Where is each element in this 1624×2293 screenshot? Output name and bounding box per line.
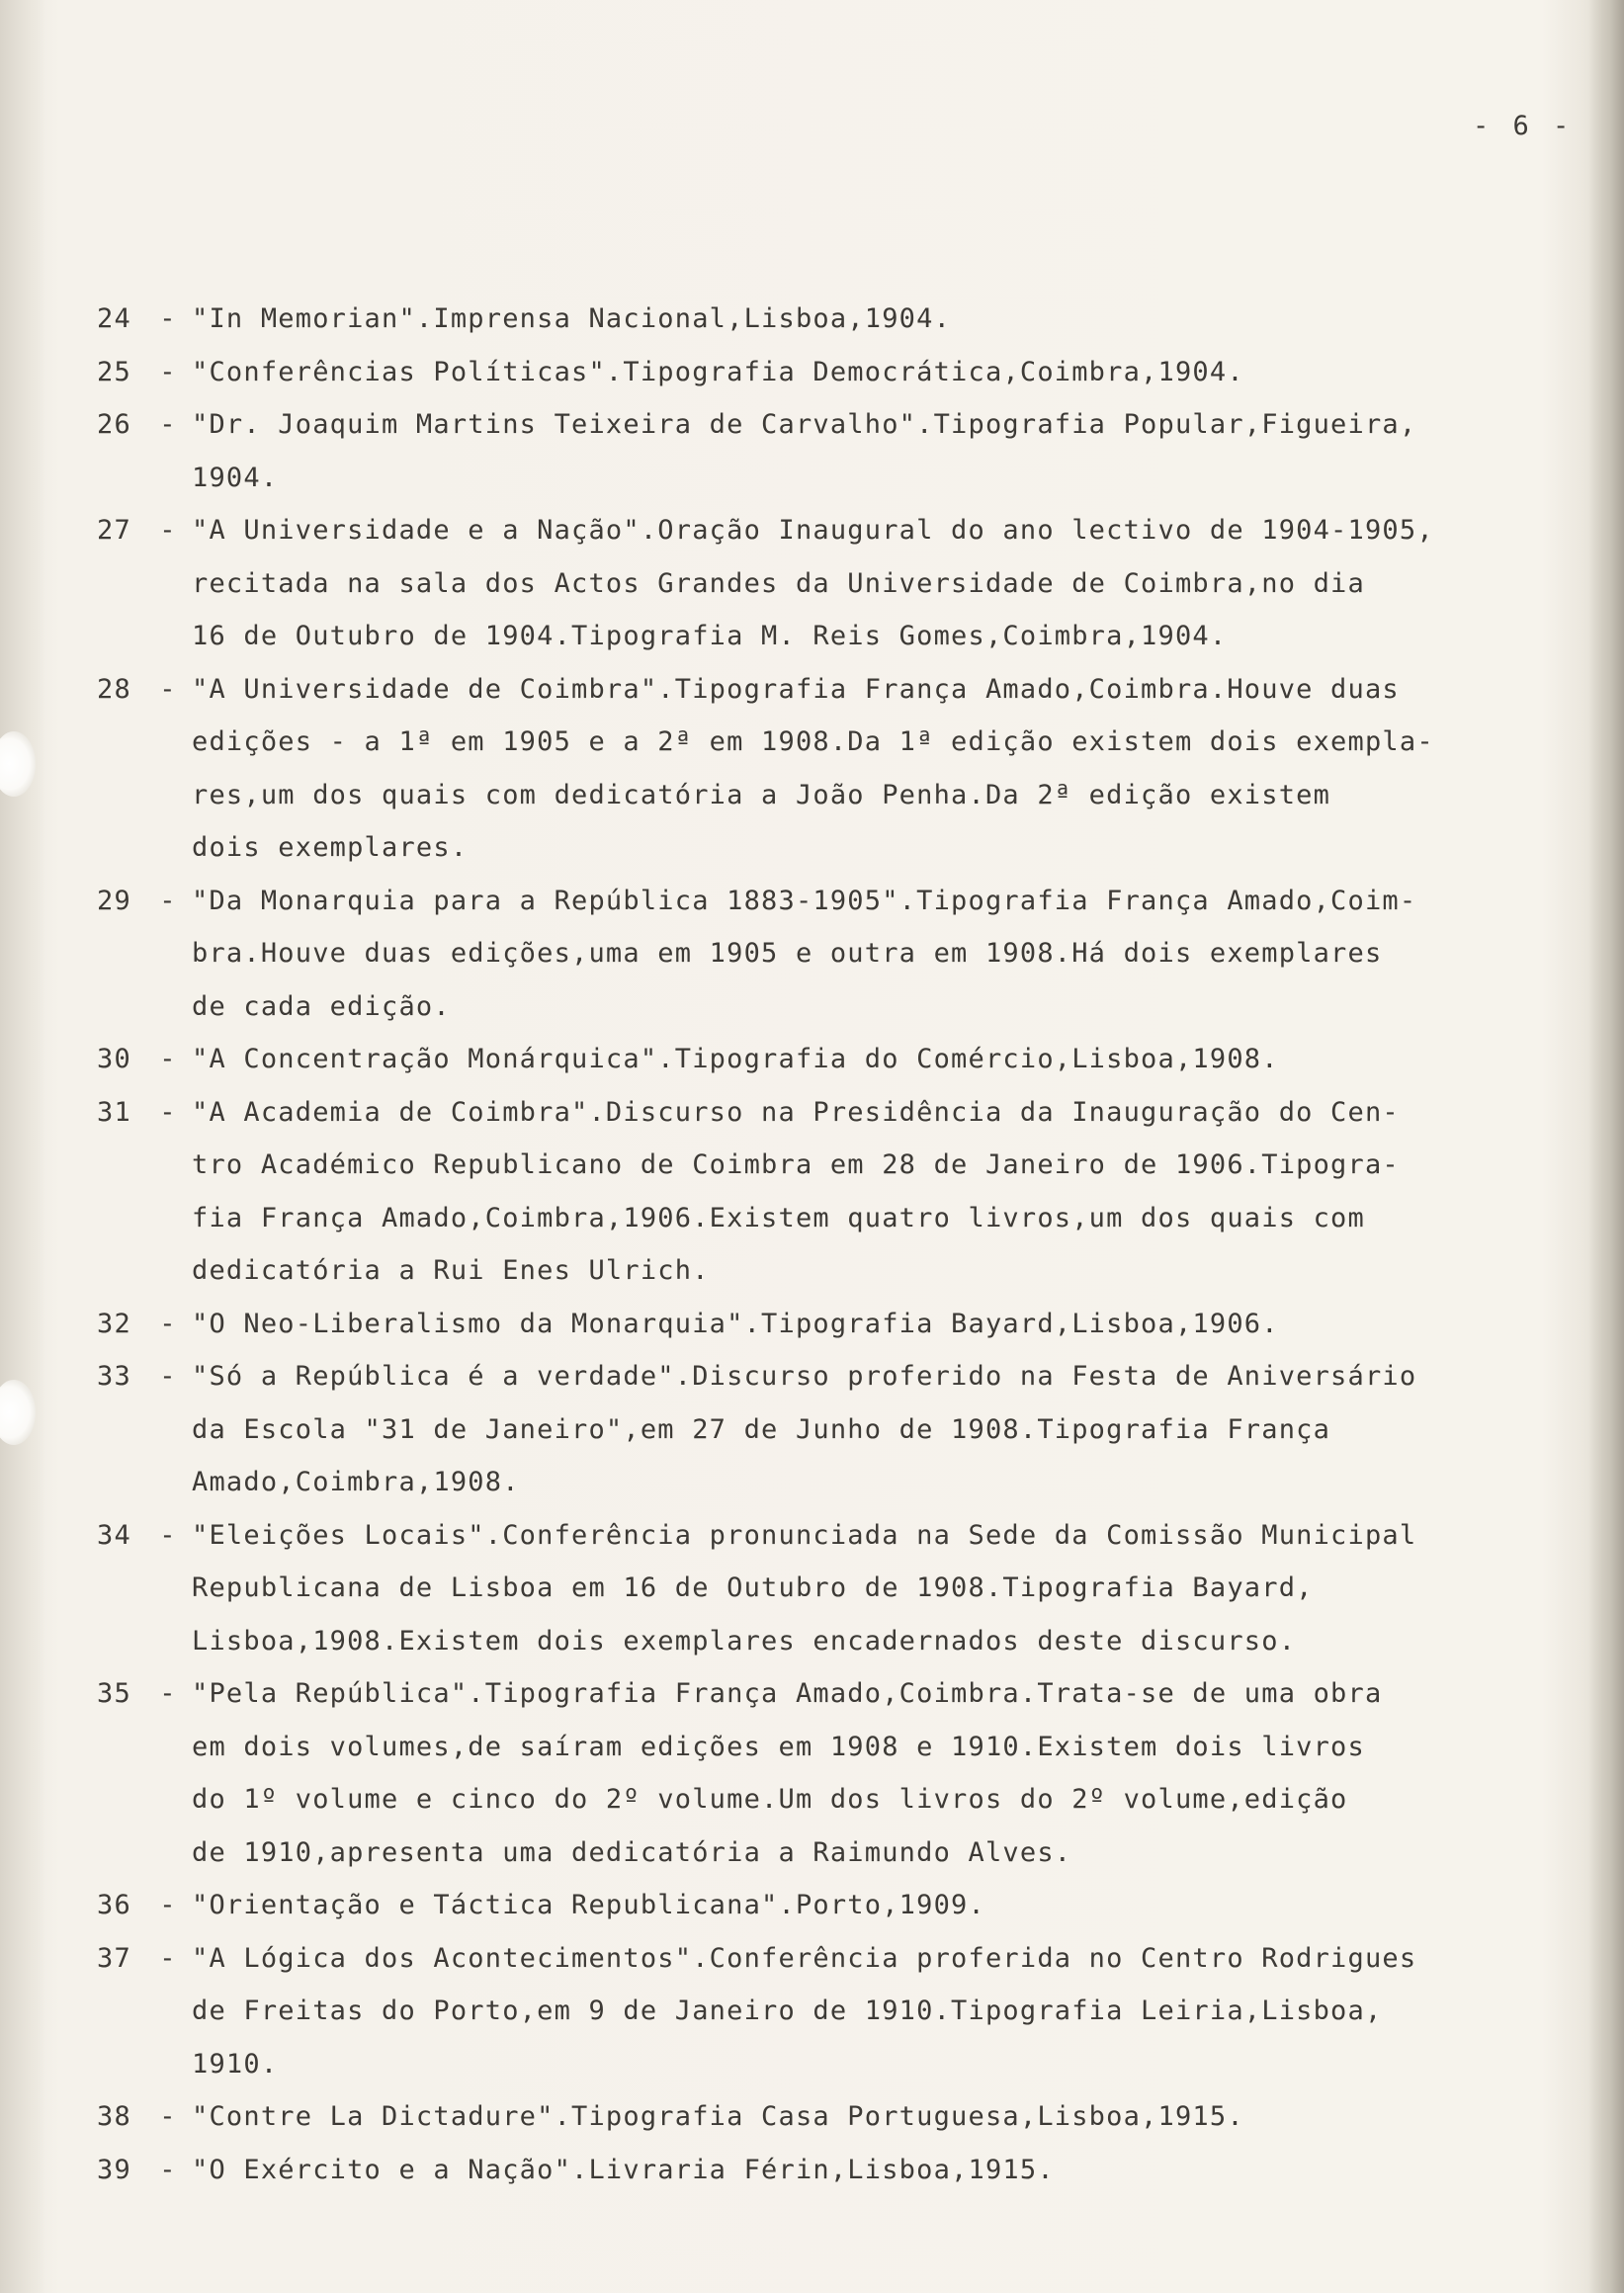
bibliography-entry [97, 1667, 1580, 1879]
entry-number: 29 [97, 885, 131, 916]
entry-text: "O Neo-Liberalismo da Monarquia".Tipografia Bayard,Lisboa,1906. [192, 1308, 1279, 1339]
entry-dash: - [159, 1308, 177, 1339]
entry-dash: - [159, 1044, 177, 1074]
entry-dash: - [159, 1361, 177, 1392]
entry-dash: - [159, 2101, 177, 2132]
entry-number: 28 [97, 673, 131, 705]
entry-number: 31 [97, 1096, 131, 1128]
entry-number: 35 [97, 1678, 131, 1709]
bibliography-entry [97, 346, 1580, 399]
bibliography-entry [97, 663, 1580, 875]
bibliography-entry [97, 1509, 1580, 1668]
bibliography-entry [97, 2144, 1580, 2197]
bibliography-entry [97, 1086, 1580, 1298]
entry-text: "A Universidade e a Nação".Oração Inaugural do ano lectivo de 1904-1905, recitada na sala dos Actos Grandes da Universidade de Coimbra,no dia 16 de Outubro de 1904.Tipografia M. Reis Gomes,Coimbra,1904. [192, 515, 1434, 651]
entry-number: 39 [97, 2154, 131, 2185]
entry-dash: - [159, 515, 177, 546]
entry-text: "A Academia de Coimbra".Discurso na Presidência da Inauguração do Cen- tro Académico Republicano de Coimbra em 28 de Janeiro de 1906.Tipogra- fia França Amado,Coimbra,1906.Existem quatro livros,um dos quais com dedicatória a Rui Enes Ulrich. [192, 1096, 1400, 1286]
entry-text: "Contre La Dictadure".Tipografia Casa Portuguesa,Lisboa,1915. [192, 2101, 1244, 2132]
entry-number: 37 [97, 1942, 131, 1974]
page-number: - 6 - [1473, 111, 1574, 141]
entry-text: "O Exército e a Nação".Livraria Férin,Lisboa,1915. [192, 2154, 1055, 2185]
entry-text: "A Lógica dos Acontecimentos".Conferência proferida no Centro Rodrigues de Freitas do Porto,em 9 de Janeiro de 1910.Tipografia Leiria,Lisboa, 1910. [192, 1942, 1417, 2080]
entry-number: 36 [97, 1890, 131, 1920]
entry-text: "A Universidade de Coimbra".Tipografia França Amado,Coimbra.Houve duas edições - a 1ª em 1905 e a 2ª em 1908.Da 1ª edição existem dois exempla- res,um dos quais com dedicatória a João Penha.Da 2ª edição existem dois exemplares. [192, 673, 1434, 863]
bibliography-entry [97, 1298, 1580, 1351]
entry-dash: - [159, 356, 177, 387]
page-right-shadow [1588, 0, 1624, 2293]
bibliography-list [97, 293, 1580, 2196]
entry-number: 38 [97, 2101, 131, 2132]
entry-dash: - [159, 1678, 177, 1709]
entry-text: "Eleições Locais".Conferência pronunciada na Sede da Comissão Municipal Republicana de Lisboa em 16 de Outubro de 1908.Tipografia Bayard, Lisboa,1908.Existem dois exemplares encadernados deste discurso. [192, 1519, 1417, 1656]
entry-dash: - [159, 409, 177, 440]
entry-number: 30 [97, 1044, 131, 1074]
bibliography-entry [97, 1350, 1580, 1509]
entry-number: 33 [97, 1361, 131, 1392]
bibliography-entry [97, 2090, 1580, 2144]
entry-dash: - [159, 885, 177, 916]
entry-text: "In Memorian".Imprensa Nacional,Lisboa,1904. [192, 303, 952, 334]
bibliography-entry [97, 1033, 1580, 1086]
entry-text: "Orientação e Táctica Republicana".Porto,1909. [192, 1890, 985, 1920]
entry-text: "Só a República é a verdade".Discurso proferido na Festa de Aniversário da Escola "31 de Janeiro",em 27 de Junho de 1908.Tipografia França Amado,Coimbra,1908. [192, 1361, 1417, 1497]
entry-dash: - [159, 2154, 177, 2185]
entry-dash: - [159, 1942, 177, 1974]
entry-dash: - [159, 1096, 177, 1128]
entry-number: 34 [97, 1519, 131, 1551]
entry-dash: - [159, 1519, 177, 1551]
entry-text: "Dr. Joaquim Martins Teixeira de Carvalho".Tipografia Popular,Figueira, 1904. [192, 409, 1417, 493]
entry-number: 24 [97, 303, 131, 334]
entry-dash: - [159, 673, 177, 705]
entry-text: "Da Monarquia para a República 1883-1905".Tipografia França Amado,Coim- bra.Houve duas edições,uma em 1905 e outra em 1908.Há dois exemplares de cada edição. [192, 885, 1417, 1022]
bibliography-entry [97, 1879, 1580, 1932]
entry-dash: - [159, 1890, 177, 1920]
entry-number: 32 [97, 1308, 131, 1339]
bibliography-entry [97, 504, 1580, 663]
entry-dash: - [159, 303, 177, 334]
bibliography-entry [97, 293, 1580, 346]
page-left-edge [0, 0, 45, 2293]
bibliography-entry [97, 398, 1580, 504]
entry-text: "Conferências Políticas".Tipografia Democrática,Coimbra,1904. [192, 356, 1244, 387]
entry-text: "A Concentração Monárquica".Tipografia do Comércio,Lisboa,1908. [192, 1044, 1279, 1074]
bibliography-entry [97, 1932, 1580, 2091]
entry-number: 26 [97, 409, 131, 440]
entry-number: 27 [97, 515, 131, 546]
entry-number: 25 [97, 356, 131, 387]
entry-text: "Pela República".Tipografia França Amado,Coimbra.Trata-se de uma obra em dois volumes,de saíram edições em 1908 e 1910.Existem dois livros do 1º volume e cinco do 2º volume.Um dos livros do 2º volume,edição de 1910,apresenta uma dedicatória a Raimundo Alves. [192, 1678, 1383, 1868]
bibliography-entry [97, 875, 1580, 1034]
